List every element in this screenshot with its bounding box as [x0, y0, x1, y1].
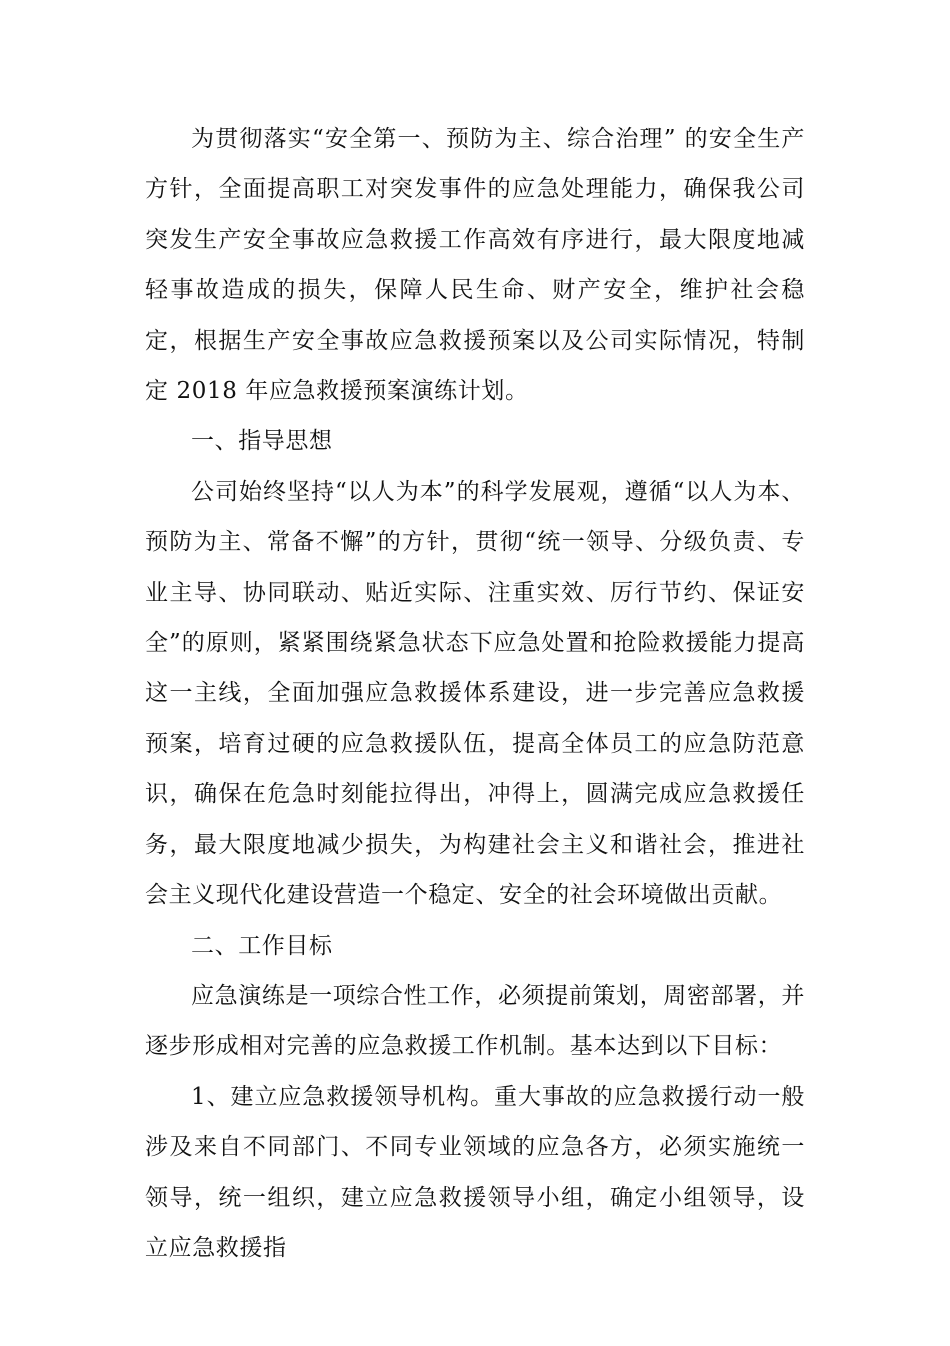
section-heading-work-goals: 二、工作目标 [191, 932, 333, 959]
guiding-ideology-paragraph: 公司始终坚持“以人为本”的科学发展观，遵循“以人为本、预防为主、常备不懈”的方针，贯彻“统一领导、分级负责、专业主导、协同联动、贴近实际、注重实效、厉行节约、保证安全”的原则，紧紧围绕紧急状态下应急处置和抢险救援能力提高这一主线，全面加强应急救援体系建设，进一步完善应急救援预案，培育过硬的应急救援队伍，提高全体员工的应急防范意识，确保在危急时刻能拉得出，冲得上，圆满完成应急救援任务，最大限度地减少损失，为构建社会主义和谐社会，推进社会主义现代化建设营造一个稳定、安全的社会环境做出贡献。 [145, 478, 805, 909]
intro-paragraph: 为贯彻落实“安全第一、预防为主、综合治理” 的安全生产方针，全面提高职工对突发事件的应急处理能力，确保我公司突发生产安全事故应急救援工作高效有序进行，最大限度地减轻事故造成的损失，保障人民生命、财产安全，维护社会稳定，根据生产安全事故应急救援预案以及公司实际情况，特制定 2018 年应急救援预案演练计划。 [145, 126, 805, 405]
goal-item-1-paragraph: 1、建立应急救援领导机构。重大事故的应急救援行动一般涉及来自不同部门、不同专业领域的应急各方，必须实施统一领导，统一组织，建立应急救援领导小组，确定小组领导，设立应急救援指 [145, 1083, 805, 1261]
section-heading-guiding-ideology: 一、指导思想 [191, 428, 333, 455]
work-goals-paragraph: 应急演练是一项综合性工作，必须提前策划，周密部署，并逐步形成相对完善的应急救援工作机制。基本达到以下目标： [145, 982, 805, 1060]
document-body [145, 114, 805, 1273]
